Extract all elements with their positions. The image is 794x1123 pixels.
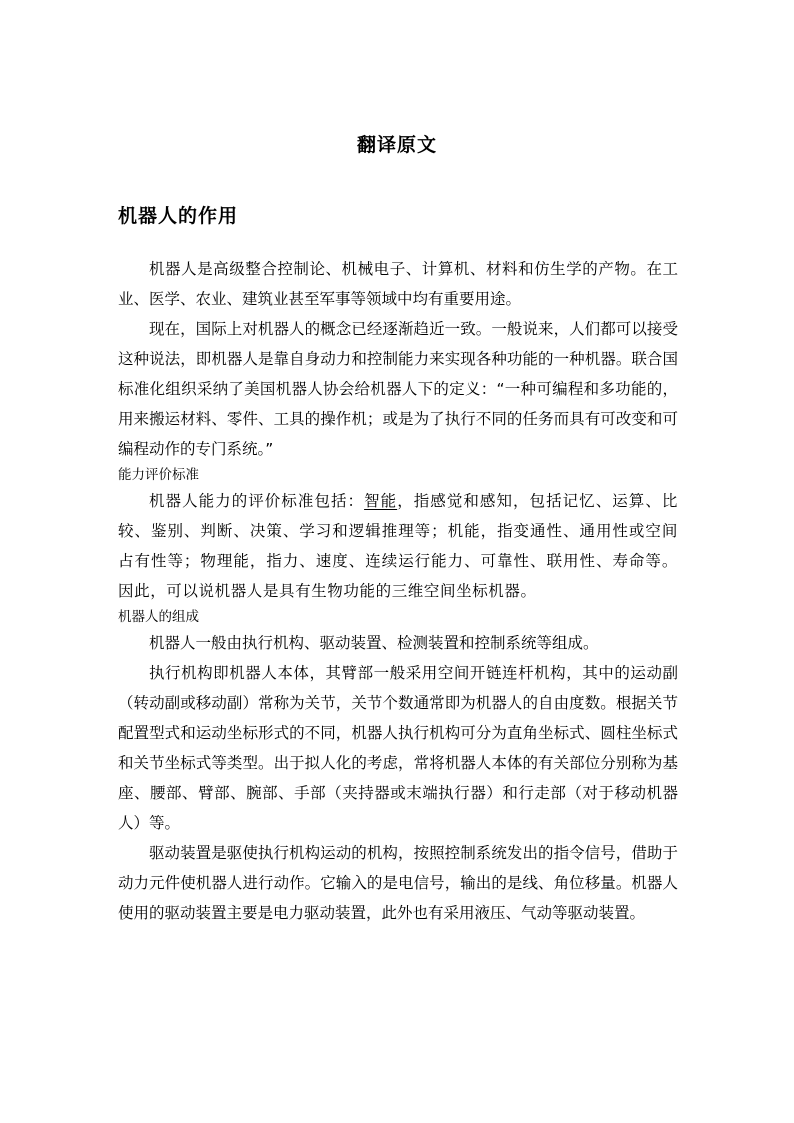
capability-paragraph (118, 486, 678, 606)
composition-heading: 机器人的组成 (118, 609, 199, 625)
document-title: 翻译原文 (356, 134, 437, 156)
capability-key-term: 智能 (364, 492, 398, 510)
section-heading: 机器人的作用 (118, 205, 239, 227)
intro-paragraph-2: 现在，国际上对机器人的概念已经逐渐趋近一致。一般说来，人们都可以接受这种说法，即机器人是靠自身动力和控制能力来实现各种功能的一种机器。联合国标准化组织采纳了美国机器人协会给机器人下的定义：“一种可编程和多功能的，用来搬运材料、零件、工具的操作机；或是为了执行不同的任务而具有可改变和可编程动作的专门系统。” (118, 320, 678, 458)
capability-rest-text: ，指感觉和感知，包括记忆、运算、比较、鉴别、判断、决策、学习和逻辑推理等；机能，指变通性、通用性或空间占有性等；物理能，指力、速度、连续运行能力、可靠性、联用性、寿命等。因此，可以说机器人是具有生物功能的三维空间坐标机器。 (118, 492, 679, 600)
composition-paragraph-2: 执行机构即机器人本体，其臂部一般采用空间开链连杆机构，其中的运动副（转动副或移动副）常称为关节，关节个数通常即为机器人的自由度数。根据关节配置型式和运动坐标形式的不同，机器人执行机构可分为直角坐标式、圆柱坐标式和关节坐标式等类型。出于拟人化的考虑，常将机器人本体的有关部位分别称为基座、腰部、臂部、腕部、手部（夹持器或末端执行器）和行走部（对于移动机器人）等。 (118, 664, 678, 832)
capability-heading: 能力评价标准 (118, 467, 199, 483)
document-body (118, 254, 678, 928)
capability-lead-text: 机器人能力的评价标准包括： (149, 492, 365, 510)
intro-paragraph-1: 机器人是高级整合控制论、机械电子、计算机、材料和仿生学的产物。在工业、医学、农业、建筑业甚至军事等领域中均有重要用途。 (118, 260, 678, 308)
composition-paragraph-1: 机器人一般由执行机构、驱动装置、检测装置和控制系统等组成。 (149, 634, 599, 652)
composition-paragraph-3: 驱动装置是驱使执行机构运动的机构，按照控制系统发出的指令信号，借助于动力元件使机器人进行动作。它输入的是电信号，输出的是线、角位移量。机器人使用的驱动装置主要是电力驱动装置，此外也有采用液压、气动等驱动装置。 (118, 844, 678, 922)
